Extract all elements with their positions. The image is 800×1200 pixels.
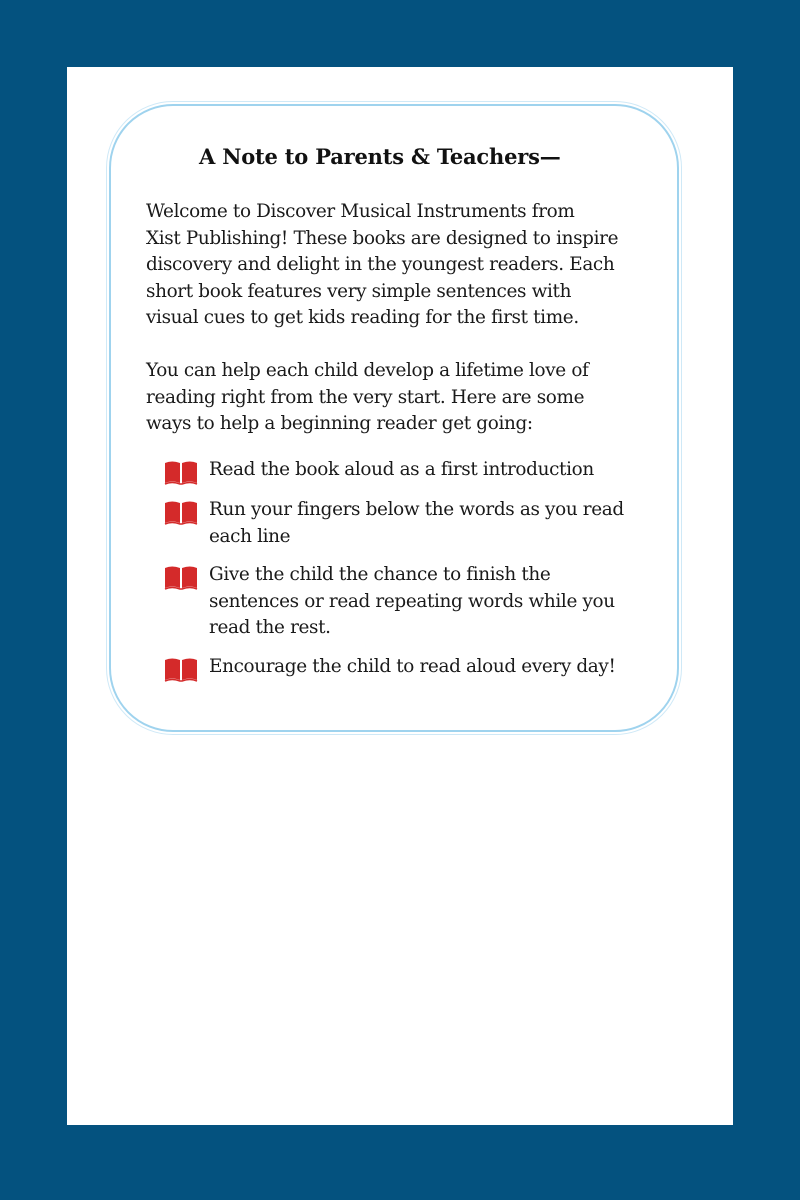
tip-line: Give the child the chance to finish the xyxy=(209,564,551,585)
paragraph-line: reading right from the very start. Here are some xyxy=(146,386,585,408)
paragraph-line: short book features very simple sentences with xyxy=(146,280,572,302)
tip-line: sentences or read repeating words while you xyxy=(209,590,615,612)
tip-line: Read the book aloud as a first introduction xyxy=(209,459,594,480)
book-page xyxy=(67,67,733,1125)
open-book-icon xyxy=(164,657,198,683)
tip-text xyxy=(209,497,624,550)
tip-text xyxy=(209,457,594,484)
tip-line: read the rest. xyxy=(209,617,331,638)
paragraph-line: Welcome to Discover Musical Instruments from xyxy=(146,201,575,222)
tip-line: Encourage the child to read aloud every day! xyxy=(209,656,616,677)
tip-text xyxy=(209,654,615,681)
tip-line: Run your fingers below the words as you read xyxy=(209,499,624,520)
paragraph-line: discovery and delight in the youngest readers. Each xyxy=(146,254,615,275)
tip-text xyxy=(209,562,615,642)
tip-line: each line xyxy=(209,525,291,547)
paragraph-line: Xist Publishing! These books are designed to inspire xyxy=(146,227,619,249)
paragraph-line: visual cues to get kids reading for the first time. xyxy=(146,307,579,328)
open-book-icon xyxy=(164,500,198,526)
paragraph-line: You can help each child develop a lifetime love of xyxy=(146,360,589,381)
help-paragraph xyxy=(146,358,666,438)
intro-paragraph xyxy=(146,199,666,332)
paragraph-line: ways to help a beginning reader get going: xyxy=(146,413,533,434)
open-book-icon xyxy=(164,460,198,486)
open-book-icon xyxy=(164,565,198,591)
note-title: A Note to Parents & Teachers— xyxy=(199,144,561,169)
